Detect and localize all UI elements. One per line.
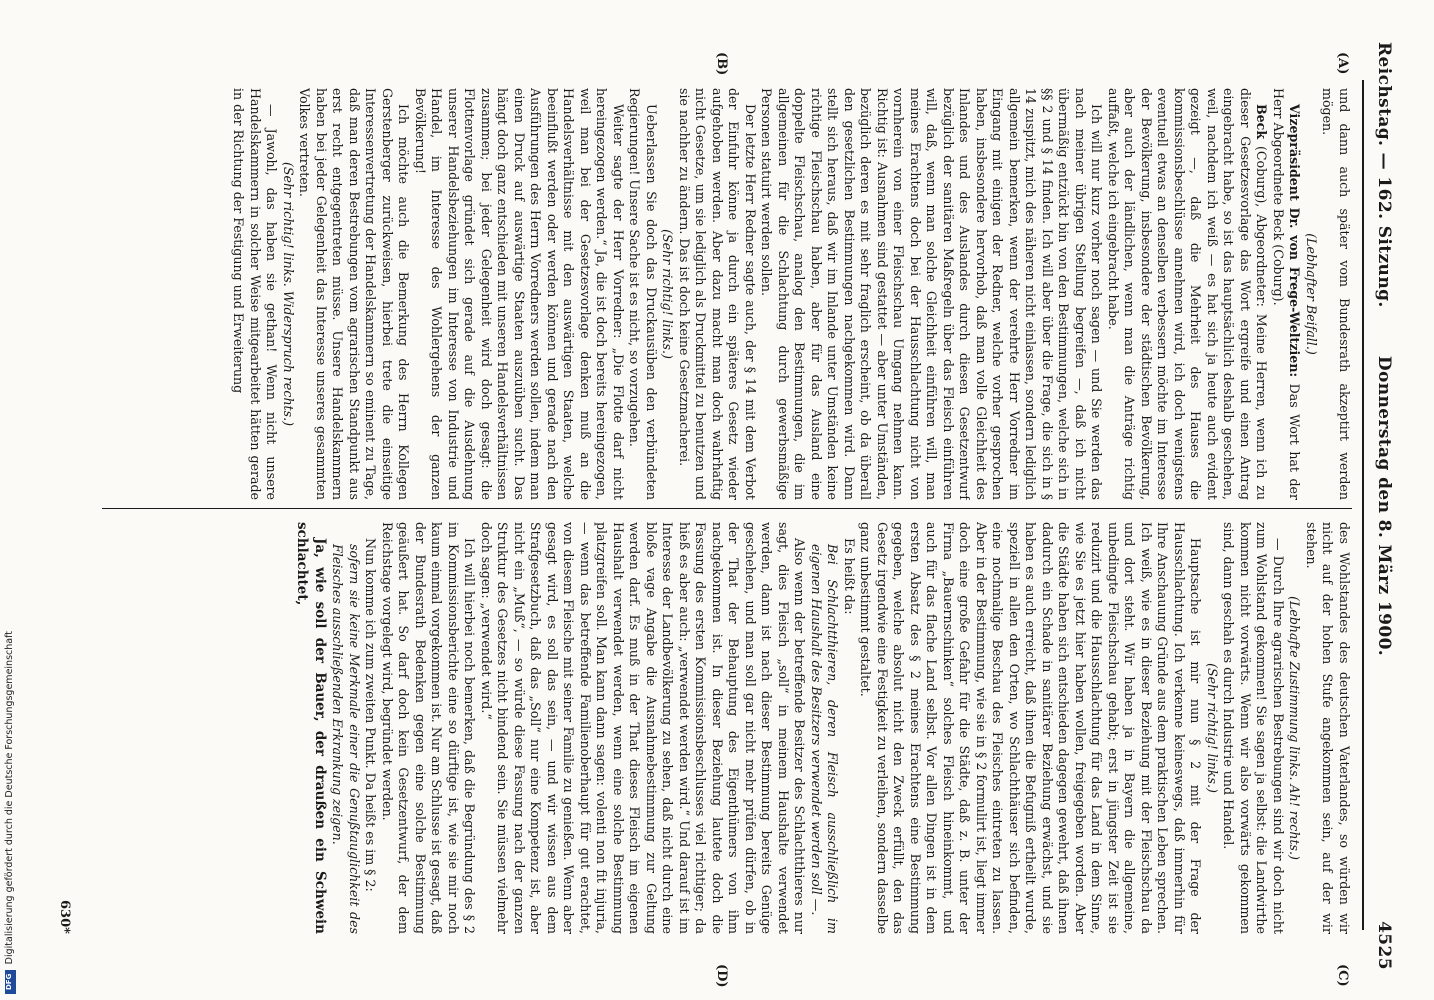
paragraph: und dann auch später vom Bundesrath akzeptirt werden mögen. [1320,88,1352,500]
paragraph: Nun komme ich zum zweiten Punkt. Da heißt es im § 2: [363,538,379,892]
paragraph: Ja, wie soll der Bauer, der draußen ein Schwein schlachtet, [294,522,328,934]
column-divider [102,508,1352,509]
paragraph: Ich will hierbei noch bemerken, daß die Begründung des § 2 im Kommissionsberichte eine so dürftige ist, wie sie mir noch kaum einmal vorgekommen ist. Nur am Schlusse ist gesagt, daß der Bundesrath Bedenken gegen eine solche Bestimmung geäußert hat. So darf doch kein Gesetzentwurf, der dem Reichstage vorgelegt wird, begründet werden. [380,522,478,934]
left-column [104,88,1352,500]
paragraph: Ueberlassen Sie doch das Druckausüben den verbündeten Regierungen! Unsere Sache ist es nicht, so vorzugehen. [627,88,659,500]
speech-text: Das Wort hat der Herr Abgeordnete Beck (Coburg). [1271,88,1303,500]
paragraph [1105,88,1270,500]
paragraph: Hauptsache ist mir nun § 2 mit der Frage der Hausschlachtung. Ich verkenne keineswegs, daß immerhin für Ihre Anschauung Gründe aus dem praktischen Leben sprechen. Ich weiß, wie es in dieser Beziehung mit der Fleischschau da und dort steht. Wir haben ja in Bayern die allgemeine, unbedingte Fleischschau gehabt; erst in jüngster Zeit ist sie reduzirt und die Hausschlachtung für das Land in dem Sinne, wie Sie es jetzt hier haben wollen, freigegeben worden. Aber die Städte haben sich entschieden dagegen gewehrt, daß ihnen dadurch ein Schade in sanitärer Beziehung erwächst, und sie haben es auch erreicht, daß ihnen die Befugniß ertheilt wurde, speziell in allen den Orten, wo Schlachthäuser sich befinden, eine nochmalige Beschau des Fleisches eintreten zu lassen. Aber in der Bestimmung, wie sie in § 2 formulirt ist, liegt immer doch eine große Gefahr für die Städte, daß z. B. unter der Firma „Bauernschinken“ solches Fleisch hineinkommt, und auch für das flache Land selbst. Vor allen Dingen ist in dem ersten Absatz des § 2 meines Erachtens eine Bestimmung gegeben, welche absolut nicht den Zweck erfüllt, den das Gesetz irgendwie eine Festigkeit zu verleihen, sondern dasselbe ganz unbestimmt gestaltet. [858,522,1204,934]
sheet-number: 630* [57,900,72,934]
header-rule [1362,80,1364,930]
quotation: sofern sie keine Merkmale einer die Genußtauglichkeit des Fleisches ausschließenden Erkrankung zeigen. [330,544,362,934]
margin-mark-d: (D) [714,964,729,988]
paragraph: Ich möchte auch die Bemerkung des Herrn Kollegen Gerstenberger zurückweisen, hierbei trete die einseitige Interessenvertretung der Handelskammern so eminent zu Tage, daß man deren Bestrebungen vom agrarischen Standpunkt aus erst recht entgegentreten müsse. Unsere Handelskammern haben bei jeder Gelegenheit das Interesse unseres gesammten Volkes vertreten. [297,88,412,500]
paragraph: Der letzte Herr Redner sagte auch, der § 14 mit dem Verbot der Einfuhr könne ja durch ein späteres Gesetz wieder aufgehoben werden. Aber dazu macht man doch wahrhaftig nicht Gesetze, um sie lediglich als Druckmittel zu benutzen und sie nachher zu ändern. Das ist doch keine Gesetzmacherei. [677,88,758,500]
interjection: (Sehr richtig! links.) [660,229,676,359]
interjection: (Sehr richtig! links. Widerspruch rechts.) [281,161,296,426]
paragraph [1270,88,1303,500]
running-head-session: Reichstag. — 162. Sitzung. [1374,42,1394,308]
paragraph: des Wohlstandes des deutschen Vaterlandes, so würden wir nicht auf der hohen Stufe angekommen sein, auf der wir stehen. [1304,522,1352,934]
speaker-name: Vizepräsident Dr. von Frege-Weltzien: [1287,104,1303,378]
margin-mark-c: (C) [1335,964,1350,987]
funding-note: Digitalisierung gefördert durch die Deutsche Forschungsgemeinschaft [4,630,15,964]
paragraph: Weiter sagte der Herr Vorredner: „Die Flotte darf nicht hereingezogen werden.“ Ja, die ist doch bereits hereingezogen, weil man bei der Gesetzesvorlage denken muß an die Handelsverhältnisse mit den auswärtigen Staaten, welche beeinflußt werden oder werden können und gerade nach den Ausführungen des Herrn Vorredners werden sollen, indem man einen Druck auf auswärtige Staaten auszuüben sucht. Das hängt doch ganz entschieden mit unseren Handelsverhältnissen zusammen; bei jeder Gelegenheit wird doch gesagt: die Flottenvorlage gründet sich gerade auf die Ausdehnung unserer Handelsbeziehungen im Interesse von Industrie und Handel, im Interesse des Wohlergehens der ganzen Bevölkerung! [413,88,626,500]
paragraph: — Durch Ihre agrarischen Bestrebungen sind wir doch nicht zum Wohlstand gekommen! Sie sagen ja selbst: die Landwirthe kommen nicht vorwärts. Wenn wir also vorwärts gekommen sind, dann geschah es durch Industrie und Handel. [1221,522,1286,934]
acknowledgement-strip [4,600,18,994]
paragraph: Also wenn der betreffende Besitzer des Schlachtthieres nur sagt, dies Fleisch „soll“ in meinem Haushalte verwendet werden, dann ist nach dieser Bestimmung bereits Genüge geschehen, und man soll gar nicht mehr prüfen dürfen, ob in der That der Behauptung des Eigenthümers von ihm nachgekommen ist. In dieser Beziehung lautete doch die Fassung des ersten Kommissionsbeschlusses viel richtiger; da hieß es aber auch: „verwendet werden wird.“ Und darauf ist im Interesse der Landbevölkerung zu sehen, daß nicht durch eine bloße vage Angabe die Ausnahmebestimmung zur Geltung werden darf. Es muß in der That dieses Fleisch im eigenen Haushalt verwendet werden, wenn eine solche Bestimmung platzgreifen soll. Man kann dann sagen: volenti non fit injuria, — wenn das betreffende Familienoberhaupt für gut erachtet, von diesem Fleische mit seiner Familie zu genießen. Wenn aber gesagt wird, es soll das sein, — und wir wissen aus dem Strafgesetzbuch, daß das „Soll“ nur eine Kompetenz ist, aber nicht ein „Muß“, — so würde diese Fassung nach der ganzen Struktur des Gesetzes nicht bindend sein. Sie müssen vielmehr doch sagen: „verwendet wird.“ [479,522,808,934]
interjection: (Sehr richtig! links.) [1205,663,1220,793]
paragraph: Es heißt da: [842,538,857,615]
interjection: (Lebhafte Zustimmung links. Ah! rechts.) [1287,596,1303,860]
paragraph: Ich will nur kurz vorher noch sagen — und Sie werden das nach meiner übrigen Stellung begreifen —, daß ich nicht übermäßig entzückt bin von den Bestimmungen, welche sich in §§ 2 und § 14 finden. Ich will aber über die Frage, die sich in § 14 zuspitzt, mich des näheren nicht einlassen, sondern lediglich allgemein bemerken, wenn der verehrte Herr Vorredner im Eingang mit einigen der Redner, welche vorher gesprochen haben, insbesondere hervorhob, daß man volle Gleichheit des Inlandes und des Auslandes durch diesen Gesetzentwurf bezüglich der sanitären Maßregeln über das Fleisch einführen will, daß, wenn man solche Gleichheit einführen will, man meines Erachtens doch bei der Hausschlachtung nicht von vornherein von einer Fleischschau Umgang nehmen kann. Richtig ist: Ausnahmen sind gestattet — aber unter Umständen, bezüglich deren es mit sehr fraglich erscheint, ob da überall den gesetzlichen Bestimmungen nachgekommen wird. Dann stellt sich heraus, daß wir im Inlande unter Umständen keine richtige Fleischschau haben, aber für das Ausland eine doppelte Fleischschau, analog den Bestimmungen, die im allgemeinen für die Schlachtung durch gewerbsmäßige Personen statuirt werden sollen. [759,88,1105,500]
quotation: Bei Schlachtthieren, deren Fleisch ausschließlich im eigenen Haushalt des Besitzers verwendet werden soll —. [809,544,841,934]
margin-mark-a: (A) [1335,52,1350,75]
running-head [1368,42,1394,970]
speech-text: (Coburg), Abgeordneter: Meine Herren, wenn ich zu dieser Gesetzesvorlage das Wort ergreife und einen Antrag eingebracht habe, so ist das hauptsächlich deshalb geschehen, weil, nachdem ich weiß — es hat sich ja heute auch evident gezeigt —, daß die Mehrheit des Hauses die kommissionsbeschlüsse annehmen wird, ich doch wenigstens eventuell etwas an denselben verbessern möchte im Interesse der Bevölkerung, insbesondere der städtischen Bevölkerung, aber auch der ländlichen, wenn man die Anträge richtig auffaßt, welche ich eingebracht habe. [1106,88,1270,500]
speaker-name: Beck [1254,104,1270,140]
dfg-logo-icon: DFG [5,970,16,994]
right-column [104,522,1352,934]
interjection: (Lebhafter Beifall.) [1304,233,1319,355]
running-head-date: Donnerstag den 8. März 1900. [1374,355,1394,657]
margin-mark-b: (B) [714,52,729,76]
page-number: 4525 [1374,921,1394,970]
paragraph: — Jawohl, das haben sie gethan! Wenn nicht unsere Handelskammern in solcher Weise mitgearbeitet hätten gerade in der Richtung der Festigung und Erweiterung [231,88,280,500]
